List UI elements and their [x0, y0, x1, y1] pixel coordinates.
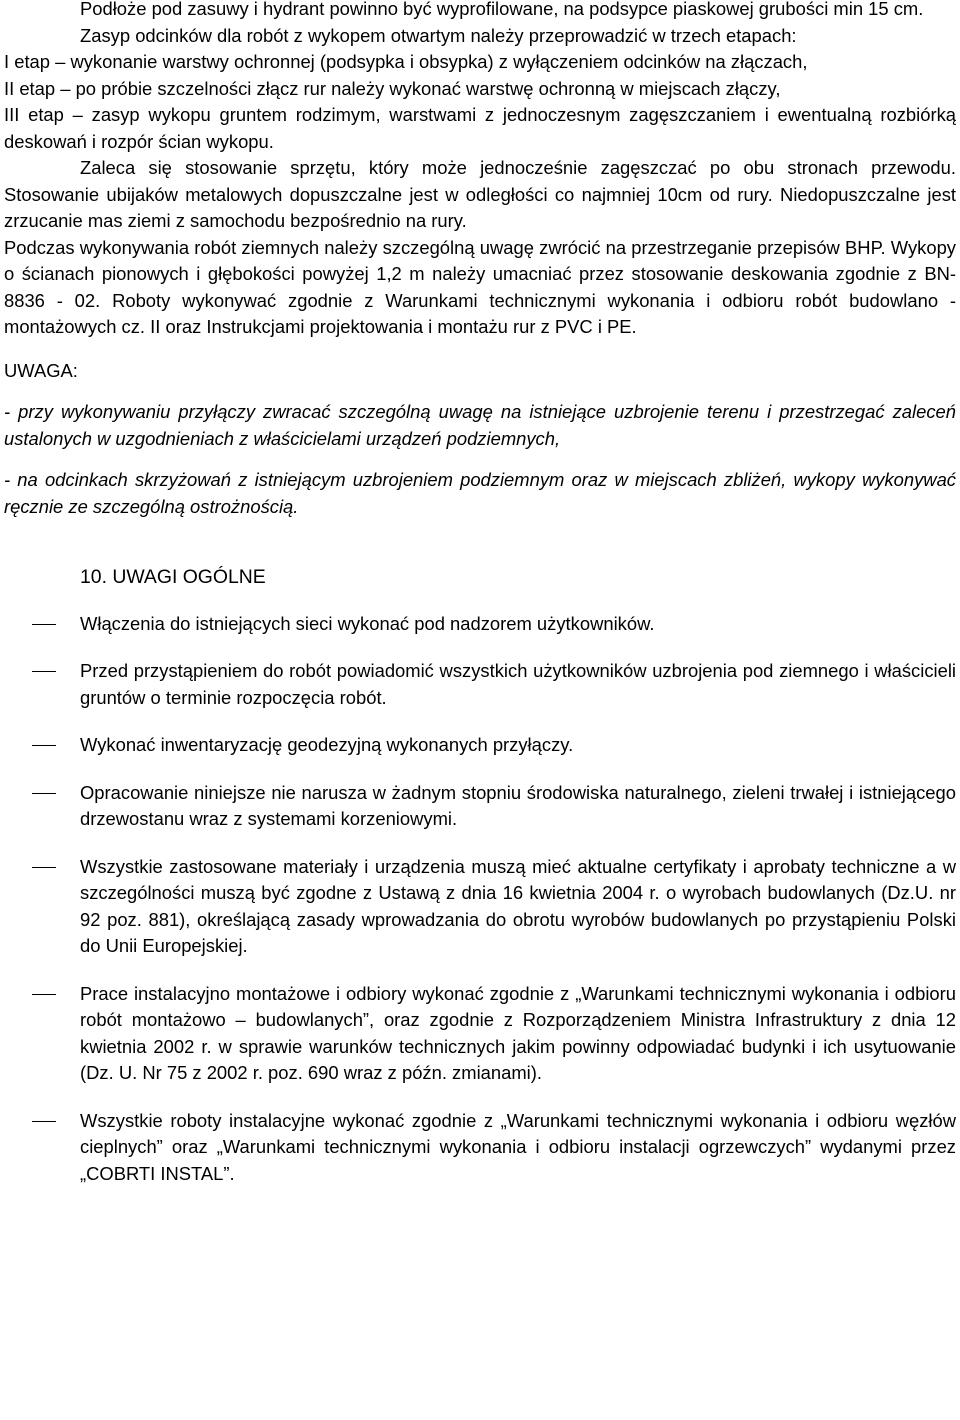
- list-item: [4, 611, 956, 638]
- document-page: [4, 0, 956, 1208]
- dash-bullet-icon: [32, 624, 56, 625]
- list-item-text: Wykonać inwentaryzację geodezyjną wykonanych przyłączy.: [80, 734, 574, 755]
- list-item: [4, 780, 956, 833]
- dash-bullet-icon: [32, 994, 56, 995]
- paragraph-compaction: Zaleca się stosowanie sprzętu, który może jednocześnie zagęszczać po obu stronach przewodu. Stosowanie ubijaków metalowych dopuszczalne jest w odległości co najmniej 10cm od rury. Niedopuszczalne jest zrzucanie mas ziemi z samochodu bezpośrednio na rury.: [4, 157, 956, 231]
- paragraph-safety: Podczas wykonywania robót ziemnych należy szczególną uwagę zwrócić na przestrzeganie przepisów BHP. Wykopy o ścianach pionowych i głębokości powyżej 1,2 m należy umacniać przez stosowanie deskowania zgodnie z BN-8836 - 02. Roboty wykonywać zgodnie z Warunkami technicznymi wykonania i odbioru robót budowlano - montażowych cz. II oraz Instrukcjami projektowania i montażu rur z PVC i PE.: [4, 236, 956, 337]
- section-heading: 10. UWAGI OGÓLNE: [80, 566, 266, 588]
- note-item: - na odcinkach skrzyżowań z istniejącym uzbrojeniem podziemnym oraz w miejscach zbliżeń, wykopy wykonywać ręcznie ze szczególną ostrożnością.: [4, 469, 956, 517]
- list-item-text: Przed przystąpieniem do robót powiadomić wszystkich użytkowników uzbrojenia pod ziemnego i właścicieli gruntów o terminie rozpoczęcia robót.: [80, 660, 956, 708]
- list-item-text: Wszystkie roboty instalacyjne wykonać zgodnie z „Warunkami technicznymi wykonania i odbioru węzłów cieplnych” oraz „Warunkami technicznymi wykonania i odbioru instalacji ogrzewczych” wydanymi przez „COBRTI INSTAL”.: [80, 1109, 956, 1184]
- list-item-text: Włączenia do istniejących sieci wykonać pod nadzorem użytkowników.: [80, 612, 655, 634]
- list-item: [4, 658, 956, 711]
- list-item-text: Wszystkie zastosowane materiały i urządzenia muszą mieć aktualne certyfikaty i aprobaty techniczne a w szczególności muszą być zgodne z Ustawą z dnia 16 kwietnia 2004 r. o wyrobach budowlanych (Dz.U. nr 92 poz. 881), określającą zasady wprowadzania do obrotu wyrobów budowlanych po przystąpieniu Polski do Unii Europejskiej.: [80, 855, 956, 956]
- dash-bullet-icon: [32, 793, 56, 794]
- paragraph-stage-1: I etap – wykonanie warstwy ochronnej (podsypka i obsypka) z wyłączeniem odcinków na złączach,: [4, 51, 808, 72]
- list-item-text: Prace instalacyjno montażowe i odbiory wykonać zgodnie z „Warunkami technicznymi wykonania i odbioru robót montażowo – budowlanych”, oraz zgodnie z Rozporządzeniem Ministra Infrastruktury z dnia 12 kwietnia 2002 r. w sprawie warunków technicznych jakim powinny odpowiadać budynki i ich usytuowanie (Dz. U. Nr 75 z 2002 r. poz. 690 wraz z późn. zmianami).: [80, 982, 956, 1083]
- list-item: [4, 854, 956, 960]
- note-title: UWAGA:: [4, 359, 78, 381]
- list-item-text: Opracowanie niniejsze nie narusza w żadnym stopniu środowiska naturalnego, zieleni trwałej i istniejącego drzewostanu wraz z systemami korzeniowymi.: [80, 781, 956, 829]
- paragraph-foundation: Podłoże pod zasuwy i hydrant powinno być wyprofilowane, na podsypce piaskowej grubości min 15 cm.: [80, 0, 924, 19]
- paragraph-stage-3: III etap – zasyp wykopu gruntem rodzimym, warstwami z jednoczesnym zagęszczaniem i ewentualną rozbiórką deskowań i rozpór ścian wykopu.: [4, 104, 956, 152]
- general-remarks-list: [4, 611, 956, 1188]
- dash-bullet-icon: [32, 745, 56, 746]
- list-item: [4, 732, 956, 759]
- paragraph-backfill-intro: Zasyp odcinków dla robót z wykopem otwartym należy przeprowadzić w trzech etapach:: [80, 24, 797, 46]
- dash-bullet-icon: [32, 867, 56, 868]
- dash-bullet-icon: [32, 671, 56, 672]
- note-item: - przy wykonywaniu przyłączy zwracać szczególną uwagę na istniejące uzbrojenie terenu i przestrzegać zaleceń ustalonych w uzgodnieniach z właścicielami urządzeń podziemnych,: [4, 401, 956, 449]
- list-item: [4, 981, 956, 1087]
- list-item: [4, 1108, 956, 1188]
- dash-bullet-icon: [32, 1121, 56, 1122]
- paragraph-stage-2: II etap – po próbie szczelności złącz rur należy wykonać warstwę ochronną w miejscach złączy,: [4, 77, 781, 99]
